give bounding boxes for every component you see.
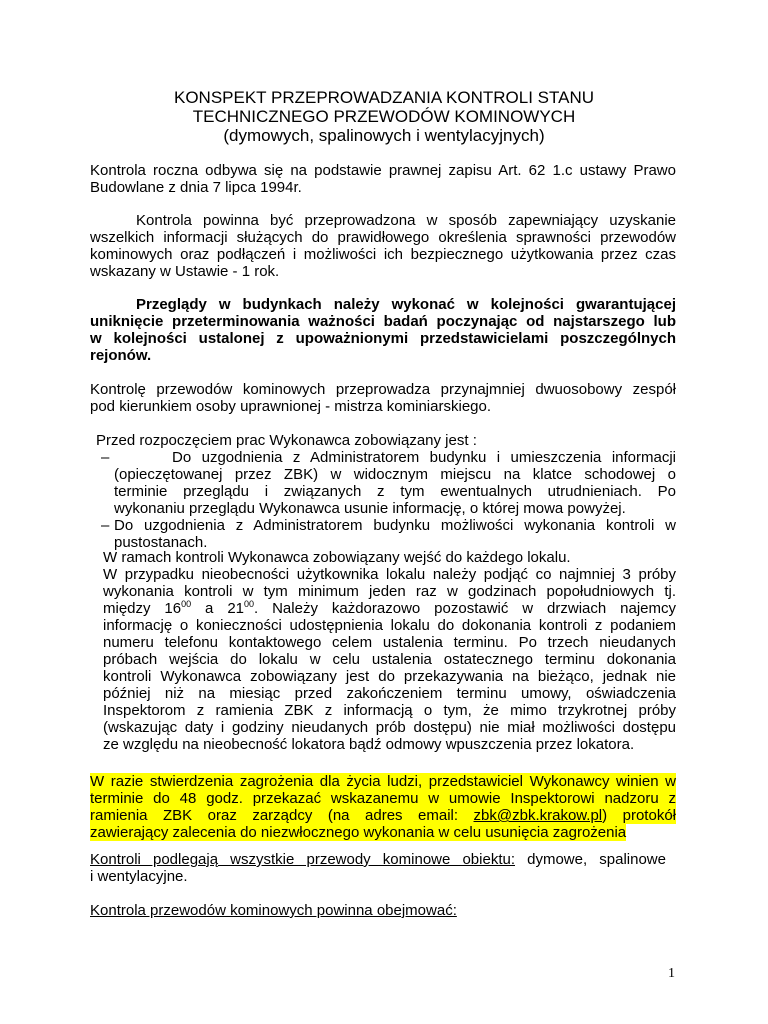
list-item-notice (114, 449, 676, 517)
text-line: (opieczętowanej przez ZBK) w widocznym miejscu na klatce schodowej o (114, 466, 676, 483)
text-line: Budowlane z dnia 7 lipca 1994r. (90, 179, 302, 196)
text-line: pod kierunkiem osoby uprawnionej - mistrza kominiarskiego. (90, 398, 492, 415)
text-line: rejonów. (90, 347, 152, 364)
text-line: numeru telefonu kontaktowego celem ustalenia terminu. Po trzech nieudanych (103, 634, 676, 651)
highlighted-text: W razie stwierdzenia zagrożenia dla życia ludzi, przedstawiciel Wykonawcy winien w (90, 773, 676, 790)
text-line: uniknięcie przeterminowania ważności badań poczynając od najstarszego lub (90, 313, 676, 330)
text-line (90, 807, 676, 824)
text-line-time (103, 600, 676, 617)
paragraph-team (90, 381, 676, 415)
document-title (90, 88, 678, 145)
text: dymowe, spalinowe (515, 851, 666, 868)
title-line-2: TECHNICZNEGO PRZEWODÓW KOMINOWYCH (192, 107, 576, 126)
text-line: pustostanach. (114, 534, 208, 551)
text-line: wszelkich informacji służących do prawidłowego określenia sprawności przewodów (90, 229, 676, 246)
time-minutes: 00 (181, 599, 192, 609)
text-line: wykonaniu przeglądu Wykonawca usunie informację, o której mowa powyżej. (114, 500, 626, 517)
highlighted-text: ) protokół (602, 807, 676, 824)
text-line: Do uzgodnienia z Administratorem budynku możliwości wykonania kontroli w (114, 517, 676, 534)
text-line: Inspektorom z ramienia ZBK z informacją o tym, że mimo trzykrotnej próby (103, 702, 676, 719)
text-line: Kontrola przewodów kominowych powinna obejmować: (90, 902, 457, 919)
list-bullet: – (101, 449, 110, 466)
text-line: wskazany w Ustawie - 1 rok. (90, 263, 280, 280)
highlighted-text: terminie do 48 godz. przekazać wskazanemu w umowie Inspektorowi nadzoru z (90, 790, 676, 807)
title-line-3: (dymowych, spalinowych i wentylacyjnych) (223, 126, 545, 145)
text-line: informację o konieczności udostępnienia lokalu do dokonania kontroli z podaniem (103, 617, 676, 634)
list-bullet: – (101, 517, 110, 534)
text-line: wykonania kontroli w tym minimum jeden raz w godzinach popołudniowych tj. (103, 583, 676, 600)
paragraph-scope-heading (90, 902, 676, 919)
text-line: kontroli Wykonawca zobowiązany jest do przekazywania na bieżąco, jednak nie (103, 668, 676, 685)
contractor-duties-intro (96, 432, 656, 449)
page-number: 1 (668, 966, 675, 981)
text-line (90, 824, 676, 841)
time-text: a 21 (191, 600, 244, 617)
paragraph-inspection-order (90, 296, 676, 364)
text-line: ze względu na nieobecność lokatora bądź odmowy wpuszczenia przez lokatora. (103, 736, 635, 753)
paragraph-legal-basis (90, 162, 676, 196)
paragraph-access-attempts (103, 549, 676, 753)
text-line: w kolejności ustalonej z upoważnionymi przedstawicielami poszczególnych (90, 330, 676, 347)
time-text: między 16 (103, 600, 182, 617)
text-line: (wskazując daty i godziny nieudanych prób dostępu) nie miał możliwości dostępu (103, 719, 676, 736)
text-line: później niż na miesiąc przed zakończeniem terminu umowy, oświadczenia (103, 685, 676, 702)
email-link[interactable]: zbk@zbk.krakow.pl (473, 807, 603, 824)
highlighted-text: ramienia ZBK oraz zarządcy (na adres email: (90, 807, 474, 824)
text-line: Przed rozpoczęciem prac Wykonawca zobowiązany jest : (96, 432, 477, 449)
text-line: W ramach kontroli Wykonawca zobowiązany wejść do każdego lokalu. (103, 549, 571, 566)
underlined-text: Kontroli podlegają wszystkie przewody kominowe obiektu: (90, 851, 515, 868)
text-line: Kontrola roczna odbywa się na podstawie prawnej zapisu Art. 62 1.c ustawy Prawo (90, 162, 676, 179)
text-line: Kontrola powinna być przeprowadzona w sposób zapewniający uzyskanie (136, 212, 676, 229)
time-text: . Należy każdorazowo pozostawić w drzwiach najemcy (254, 600, 676, 617)
text-line: kominowych oraz podłączeń i możliwości ich bezpiecznego użytkowania przez czas (90, 246, 676, 263)
text-line: W przypadku nieobecności użytkownika lokalu należy podjąć co najmniej 3 próby (103, 566, 676, 583)
text-line: Kontrolę przewodów kominowych przeprowadza przynajmniej dwuosobowy zespół (90, 381, 676, 398)
text-line (90, 790, 676, 807)
highlighted-text: zawierający zalecenia do niezwłocznego wykonania w celu usunięcia zagrożenia (90, 824, 627, 841)
text-line: i wentylacyjne. (90, 868, 188, 885)
paragraph-control-scope (90, 212, 676, 280)
text-line: Przeglądy w budynkach należy wykonać w kolejności gwarantującej (136, 296, 676, 313)
paragraph-danger-report (90, 773, 676, 841)
list-item-vacant (114, 517, 676, 551)
text-line (90, 851, 666, 868)
text-line: próbach wejścia do lokalu w celu ustalenia ostatecznego terminu dokonania (103, 651, 676, 668)
text-line: Do uzgodnienia z Administratorem budynku i umieszczenia informacji (172, 449, 676, 466)
time-minutes: 00 (244, 599, 255, 609)
text-line (90, 773, 676, 790)
paragraph-covered-flues (90, 851, 666, 885)
title-line-1: KONSPEKT PRZEPROWADZANIA KONTROLI STANU (173, 88, 595, 107)
text-line: terminie przeglądu i związanych z tym ewentualnych utrudnieniach. Po (114, 483, 676, 500)
